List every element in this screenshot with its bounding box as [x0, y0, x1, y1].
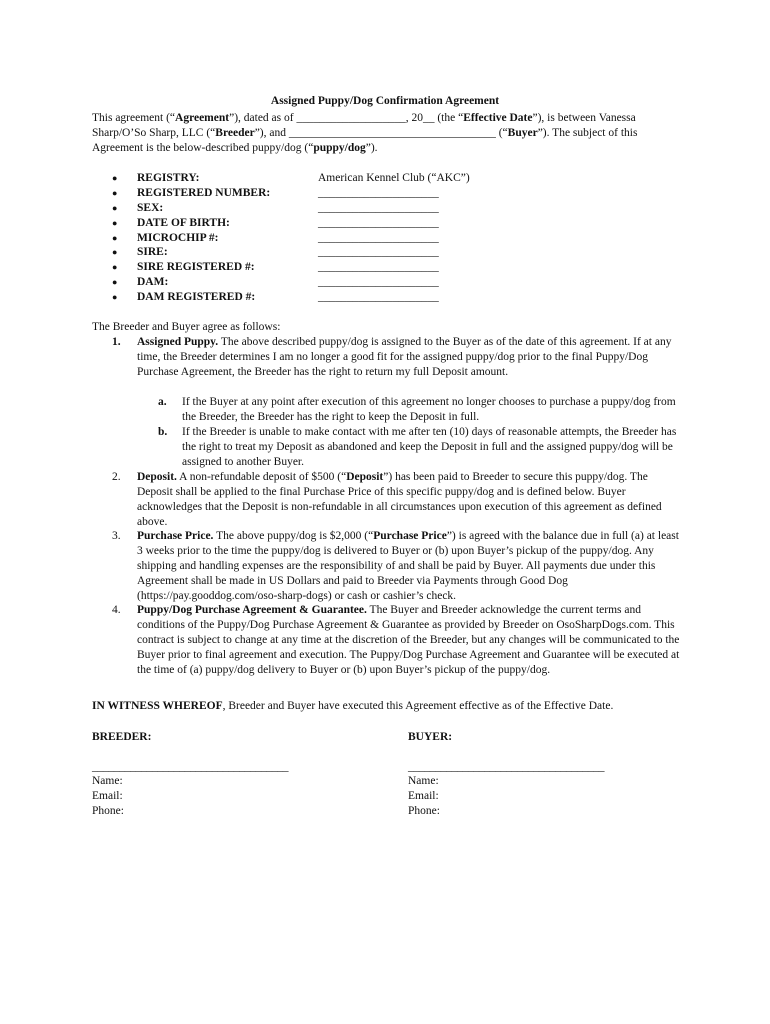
puppy-details-list: [112, 171, 512, 305]
section-number: 4.: [112, 604, 121, 616]
field-value: _____________________: [318, 231, 439, 244]
section-heading: Deposit.: [137, 471, 177, 483]
section-purchase-price: [112, 529, 682, 604]
puppy-field-date-of-birth: [112, 216, 512, 231]
agree-intro: The Breeder and Buyer agree as follows:: [92, 321, 281, 333]
section-deposit: [112, 470, 682, 530]
field-label: SEX:: [137, 201, 164, 214]
section-assigned-puppy: [112, 335, 682, 380]
field-label: DAM:: [137, 276, 169, 289]
buyer-name-field: Name:: [408, 775, 439, 787]
bullet-icon: ●: [112, 262, 118, 273]
section-number: 1.: [112, 336, 121, 348]
intro-text: ”), dated as of ___________________, 20__ (the “: [229, 112, 464, 124]
witness-text: , Breeder and Buyer have executed this Agreement effective as of the Effective Date.: [222, 700, 614, 712]
subsection-b: [158, 425, 678, 470]
breeder-phone-field: Phone:: [92, 805, 124, 817]
subsection-a: [158, 395, 678, 425]
intro-term-buyer: Buyer: [507, 127, 538, 139]
bullet-icon: ●: [112, 217, 118, 228]
subsection-letter: b.: [158, 426, 168, 438]
section-text: The Buyer and Breeder acknowledge the current terms and conditions of the Puppy/Dog Purchase Agreement & Guarantee as provided by Breeder on OsoSharpDogs.com. This contract is subject to change at any time at the discretion of the Breeder, but any changes will be communicated to the Buyer prior to final agreement and execution. The Puppy/Dog Purchase Agreement and Guarantee will be executed at the time of (a) puppy/dog delivery to Buyer or (b) upon Buyer’s pickup of the puppy/dog.: [137, 604, 680, 676]
section-body: [137, 470, 682, 530]
bullet-icon: ●: [112, 247, 118, 258]
section-text: The above described puppy/dog is assigned to the Buyer as of the date of this agreement. If at any time, the Breeder determines I am no longer a good fit for the assigned puppy/dog prior to the final Puppy/Dog Purchase Agreement, the Breeder has the right to return my full Deposit amount.: [137, 336, 672, 378]
puppy-field-sire-registered: [112, 260, 512, 275]
breeder-signature-line[interactable]: ____________________________________: [92, 761, 289, 773]
field-value: _____________________: [318, 201, 439, 214]
intro-text: ”). The subject of this Agreement is the below-described puppy/dog (“: [92, 127, 638, 154]
section-body: [137, 335, 682, 380]
field-value: _____________________: [318, 186, 439, 199]
subsection-text: If the Buyer at any point after execution of this agreement no longer chooses to purchase a puppy/dog from the Breeder, the Breeder has the right to keep the Deposit in full.: [182, 396, 676, 423]
field-value: _____________________: [318, 291, 439, 304]
puppy-field-microchip: [112, 231, 512, 246]
field-label: DATE OF BIRTH:: [137, 216, 230, 229]
bullet-icon: ●: [112, 187, 118, 198]
section-text: ”) has been paid to Breeder to secure this puppy/dog. The Deposit shall be applied to the final Purchase Price of this specific puppy/dog and is defined below. Buyer acknowledges that the Deposit is non-refundable in all circumstances upon execution of this agreement as defined above.: [137, 471, 662, 528]
section-number: 3.: [112, 530, 121, 542]
field-value: American Kennel Club (“AKC”): [318, 172, 470, 184]
bullet-icon: ●: [112, 202, 118, 213]
intro-term-effective-date: Effective Date: [463, 112, 533, 124]
buyer-signature-line[interactable]: ____________________________________: [408, 761, 605, 773]
field-label: REGISTRY:: [137, 172, 200, 184]
subsection-text: If the Breeder is unable to make contact with me after ten (10) days of reasonable attempts, the Breeder has the right to treat my Deposit as abandoned and keep the Deposit in full and the assigned puppy/dog will be assigned to another Buyer.: [182, 426, 677, 468]
section-heading: Purchase Price.: [137, 530, 214, 542]
section-number: 2.: [112, 471, 121, 483]
section-text: A non-refundable deposit of $500 (“: [176, 471, 347, 483]
field-value: _____________________: [318, 276, 439, 289]
buyer-phone-field: Phone:: [408, 805, 440, 817]
puppy-field-sex: [112, 201, 512, 216]
intro-term-breeder: Breeder: [215, 127, 255, 139]
puppy-field-dam: [112, 275, 512, 290]
section-heading: Puppy/Dog Purchase Agreement & Guarantee.: [137, 604, 367, 616]
section-purchase-agreement: [112, 603, 682, 678]
section-body: [137, 529, 682, 604]
buyer-email-field: Email:: [408, 790, 439, 802]
breeder-email-field: Email:: [92, 790, 123, 802]
puppy-field-registry: [112, 171, 512, 186]
section-term: Deposit: [346, 471, 384, 483]
field-label: SIRE REGISTERED #:: [137, 261, 255, 274]
bullet-icon: ●: [112, 232, 118, 243]
subsection-letter: a.: [158, 396, 167, 408]
intro-text: ”).: [365, 142, 378, 154]
puppy-field-sire: [112, 245, 512, 260]
puppy-field-registered-number: [112, 186, 512, 201]
bullet-icon: ●: [112, 292, 118, 303]
witness-heading: IN WITNESS WHEREOF: [92, 700, 223, 712]
breeder-name-field: Name:: [92, 775, 123, 787]
field-label: DAM REGISTERED #:: [137, 291, 256, 304]
intro-paragraph: [92, 111, 682, 156]
bullet-icon: ●: [112, 173, 118, 183]
field-label: SIRE:: [137, 246, 168, 259]
section-body: [137, 603, 682, 678]
field-value: _____________________: [318, 216, 439, 229]
document-title: Assigned Puppy/Dog Confirmation Agreement: [270, 95, 500, 107]
witness-paragraph: [92, 699, 682, 714]
intro-term-agreement: Agreement: [175, 112, 230, 124]
buyer-heading: BUYER:: [408, 731, 453, 743]
section-heading: Assigned Puppy.: [137, 336, 219, 348]
breeder-heading: BREEDER:: [92, 731, 152, 743]
field-value: _____________________: [318, 246, 439, 259]
intro-term-puppy-dog: puppy/dog: [313, 142, 366, 154]
section-text: ”) is agreed with the balance due in full (a) at least 3 weeks prior to the time the puppy/dog is delivered to Buyer or (b) upon Buyer’s pickup of the puppy/dog. Any shipping and handling expenses are the responsibility of and shall be paid by Buyer. All payments due under this Agreement shall be made in US Dollars and paid to Breeder via Payments through Good Dog (https://pay.gooddog.com/oso-sharp-dogs) or cash or cashier’s check.: [137, 530, 679, 602]
bullet-icon: ●: [112, 277, 118, 288]
intro-text: ”), and ____________________________________ (“: [254, 127, 508, 139]
section-term: Purchase Price: [373, 530, 447, 542]
section-text: The above puppy/dog is $2,000 (“: [213, 530, 374, 542]
field-value: _____________________: [318, 261, 439, 274]
field-label: MICROCHIP #:: [137, 231, 219, 244]
intro-text: This agreement (“: [92, 112, 176, 124]
field-label: REGISTERED NUMBER:: [137, 186, 271, 199]
intro-text: ”), is between Vanessa Sharp/O’So Sharp, LLC (“: [92, 112, 636, 139]
puppy-field-dam-registered: [112, 290, 512, 305]
